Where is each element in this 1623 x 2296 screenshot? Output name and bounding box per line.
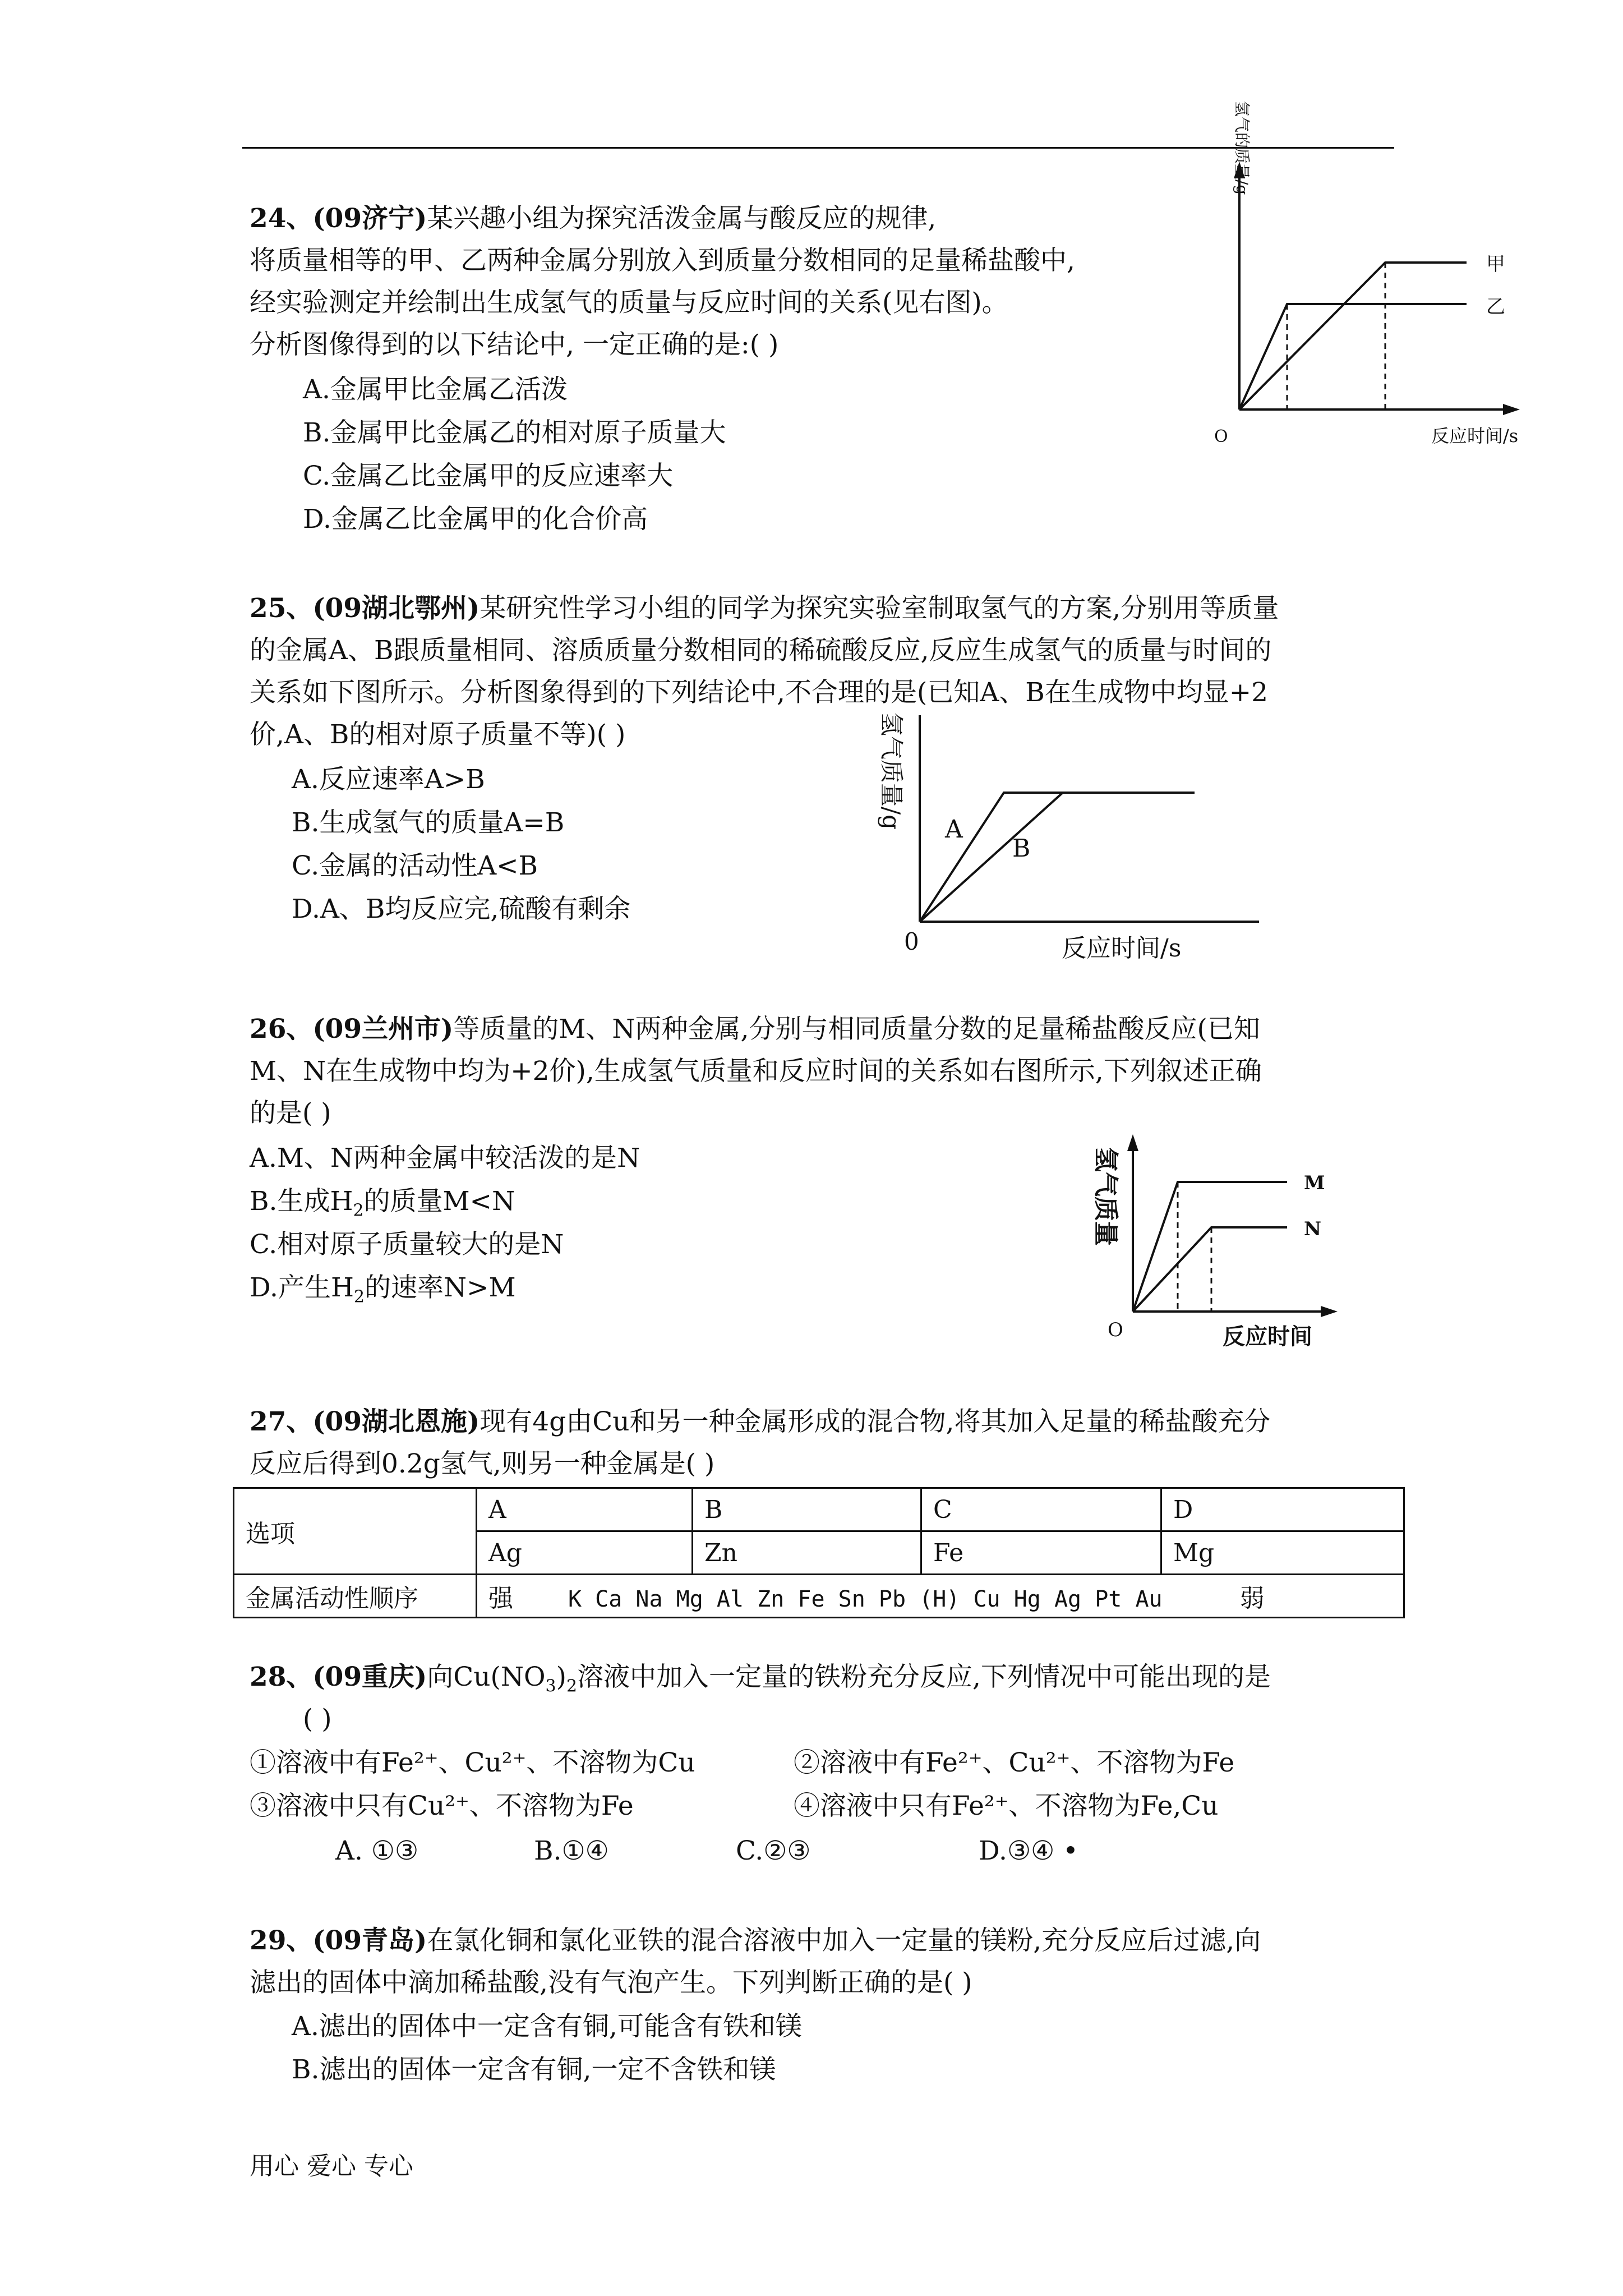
- q28-item-1: ①溶液中有Fe²⁺、Cu²⁺、不溶物为Cu: [250, 1747, 695, 1778]
- q25-series-a: [920, 793, 1195, 922]
- page-footer: 用心 爱心 专心: [250, 2152, 413, 2180]
- q29-option-b: B.滤出的固体一定含有铜,一定不含铁和镁: [292, 2054, 776, 2085]
- q25-line-2: 的金属A、B跟质量相同、溶质质量分数相同的稀硫酸反应,反应生成氢气的质量与时间的: [250, 635, 1272, 666]
- q26-line-1: [250, 1013, 1260, 1046]
- q26-label-n: N: [1304, 1218, 1322, 1240]
- q28-choice-a: A. ①③: [335, 1835, 419, 1866]
- q27-order-row: [477, 1575, 1404, 1618]
- q24-origin: O: [1214, 427, 1228, 447]
- q29-line-2: 滤出的固体中滴加稀盐酸,没有气泡产生。下列判断正确的是( ): [250, 1967, 972, 1998]
- q27-label: 27、(09湖北恩施): [250, 1406, 480, 1437]
- q27-metal-b: Zn: [693, 1531, 921, 1575]
- q25-chart: [864, 710, 1267, 968]
- q26-option-b-sub: 2: [353, 1200, 364, 1221]
- q24-x-arrow: [1503, 404, 1520, 415]
- q29-option-a: A.滤出的固体中一定含有铜,可能含有铁和镁: [292, 2011, 802, 2042]
- q24-label: 24、(09济宁): [250, 203, 427, 234]
- q25-y-label: 氢气质量/g: [878, 712, 905, 830]
- q25-label-b: B: [1012, 834, 1031, 863]
- q25-label-a: A: [945, 815, 963, 844]
- q24-series-yi: [1239, 304, 1467, 409]
- q26-origin: O: [1108, 1319, 1123, 1341]
- q25-line-1: [250, 592, 1279, 625]
- q27-line-1: [250, 1405, 1270, 1439]
- q27-letter-c: C: [921, 1488, 1161, 1531]
- q24-x-label: 反应时间/s: [1431, 425, 1519, 447]
- q28-choice-d: D.③④ •: [979, 1835, 1078, 1866]
- q27-options-table: [233, 1487, 1405, 1618]
- q24-label-jia: 甲: [1486, 253, 1505, 275]
- q26-line-2: M、N在生成物中均为+2价),生成氢气质量和反应时间的关系如右图所示,下列叙述正确: [250, 1056, 1262, 1087]
- q25-option-c: C.金属的活动性A<B: [292, 850, 538, 881]
- q27-letter-b: B: [693, 1488, 921, 1531]
- q27-letter-a: A: [477, 1488, 693, 1531]
- q26-option-a: A.M、N两种金属中较活泼的是N: [250, 1143, 640, 1174]
- q28-paren: ( ): [303, 1704, 332, 1734]
- q25-option-d: D.A、B均反应完,硫酸有剩余: [292, 894, 631, 924]
- q26-y-arrow: [1127, 1134, 1138, 1151]
- q27-metal-c: Fe: [921, 1531, 1161, 1575]
- q25-line-4: 价,A、B的相对原子质量不等)( ): [250, 719, 626, 750]
- q26-series-m: [1133, 1182, 1287, 1312]
- q27-order-label: 金属活动性顺序: [234, 1575, 477, 1618]
- q26-option-b-post: 的质量M<N: [363, 1186, 515, 1217]
- q24-option-a: A.金属甲比金属乙活泼: [303, 374, 568, 405]
- q27-line-2: 反应后得到0.2g氢气,则另一种金属是( ): [250, 1448, 715, 1479]
- q24-line-2: 将质量相等的甲、乙两种金属分别放入到质量分数相同的足量稀盐酸中,: [250, 245, 1075, 276]
- q24-line-4: 分析图像得到的以下结论中, 一定正确的是:( ): [250, 329, 779, 360]
- q26-line-3: 的是( ): [250, 1098, 331, 1129]
- q27-metal-d: Mg: [1161, 1531, 1404, 1575]
- q24-option-b: B.金属甲比金属乙的相对原子质量大: [303, 417, 726, 448]
- q26-option-d: [250, 1271, 516, 1314]
- q26-y-label: 氢气质量: [1091, 1147, 1120, 1246]
- q26-option-b: [250, 1185, 515, 1227]
- q28-stem-sub2: 2: [566, 1676, 578, 1696]
- q28-stem-pre: 向Cu(NO: [427, 1662, 546, 1692]
- q25-option-b: B.生成氢气的质量A=B: [292, 807, 565, 838]
- q24-option-c: C.金属乙比金属甲的反应速率大: [303, 461, 674, 491]
- q24-line-1: [250, 202, 936, 236]
- q29-label: 29、(09青岛): [250, 1925, 427, 1956]
- q25-origin: 0: [904, 928, 919, 955]
- q24-y-label: 氢气的质量/g: [1233, 101, 1251, 195]
- q26-stem: 等质量的M、N两种金属,分别与相同质量分数的足量稀盐酸反应(已知: [453, 1014, 1260, 1045]
- q29-line-1: [250, 1924, 1261, 1958]
- q26-x-label: 反应时间: [1223, 1323, 1312, 1350]
- q26-chart: [1074, 1133, 1366, 1358]
- q27-strong: 强: [488, 1584, 513, 1613]
- q25-option-a: A.反应速率A>B: [292, 764, 485, 795]
- q26-option-d-pre: D.产生H: [250, 1272, 354, 1303]
- q24-label-yi: 乙: [1486, 296, 1505, 318]
- q27-metal-a: Ag: [477, 1531, 693, 1575]
- q24-option-d: D.金属乙比金属甲的化合价高: [303, 504, 648, 535]
- q28-stem-post: 溶液中加入一定量的铁粉充分反应,下列情况中可能出现的是: [577, 1662, 1271, 1692]
- q28-line-1: [250, 1660, 1271, 1703]
- q25-x-label: 反应时间/s: [1062, 934, 1182, 963]
- q24-line-3: 经实验测定并绘制出生成氢气的质量与反应时间的关系(见右图)。: [250, 287, 1008, 318]
- q25-stem: 某研究性学习小组的同学为探究实验室制取氢气的方案,分别用等质量: [479, 593, 1279, 624]
- q27-weak: 弱: [1239, 1584, 1265, 1613]
- q28-stem-sub: 3: [545, 1676, 556, 1696]
- q29-stem: 在氯化铜和氯化亚铁的混合溶液中加入一定量的镁粉,充分反应后过滤,向: [427, 1925, 1261, 1956]
- q25-line-3: 关系如下图所示。分析图象得到的下列结论中,不合理的是(已知A、B在生成物中均显+2: [250, 677, 1269, 708]
- q26-option-d-sub: 2: [353, 1287, 365, 1307]
- q24-stem: 某兴趣小组为探究活泼金属与酸反应的规律,: [427, 203, 937, 234]
- q28-label: 28、(09重庆): [250, 1662, 427, 1692]
- q24-chart: [1189, 90, 1548, 454]
- q25-label: 25、(09湖北鄂州): [250, 593, 480, 624]
- q26-option-b-pre: B.生成H: [250, 1186, 353, 1217]
- q28-item-2: ②溶液中有Fe²⁺、Cu²⁺、不溶物为Fe: [794, 1747, 1235, 1778]
- q26-label-m: M: [1304, 1172, 1325, 1194]
- q28-choice-c: C.②③: [736, 1835, 811, 1866]
- q28-item-3: ③溶液中只有Cu²⁺、不溶物为Fe: [250, 1791, 634, 1821]
- q27-sequence: K Ca Na Mg Al Zn Fe Sn Pb (H) Cu Hg Ag Pt Au: [568, 1586, 1163, 1612]
- q28-choice-b: B.①④: [534, 1835, 609, 1866]
- q28-item-4: ④溶液中只有Fe²⁺、不溶物为Fe,Cu: [794, 1791, 1219, 1821]
- q26-option-d-post: 的速率N>M: [365, 1272, 516, 1303]
- q26-label: 26、(09兰州市): [250, 1014, 454, 1045]
- q27-stem: 现有4g由Cu和另一种金属形成的混合物,将其加入足量的稀盐酸充分: [479, 1406, 1271, 1437]
- q26-option-c: C.相对原子质量较大的是N: [250, 1229, 564, 1260]
- q27-letter-d: D: [1161, 1488, 1404, 1531]
- q28-stem-mid: ): [556, 1662, 566, 1692]
- q27-header-cell: 选项: [234, 1488, 477, 1575]
- q26-series-n: [1133, 1227, 1287, 1312]
- q26-x-arrow: [1321, 1306, 1338, 1317]
